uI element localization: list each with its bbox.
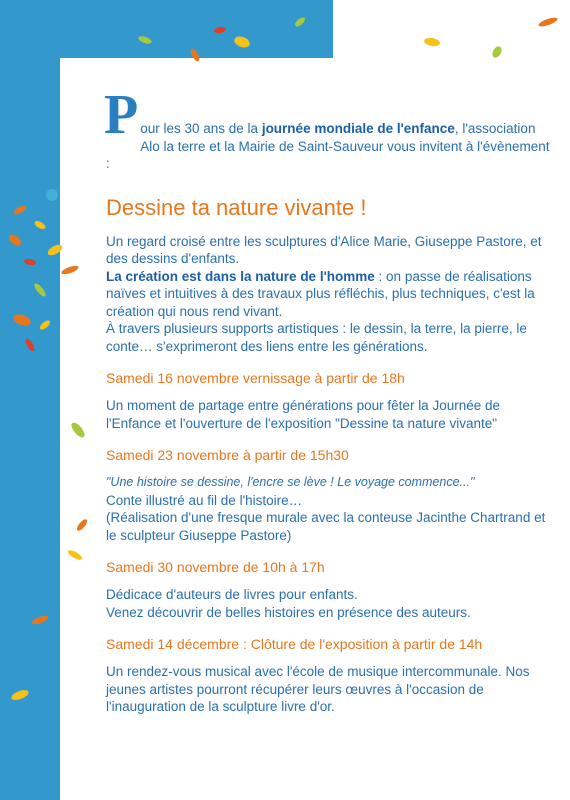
description: Un regard croisé entre les sculptures d'Alice Marie, Giuseppe Pastore, et des dessins d'enfants. La création est dans la nature de l'homme : on passe de réalisations naïves et intuitives à des travaux plus réfléchis, plus techniques, c'est la création qui nous rend vivant. À travers plusieurs supports artistiques : le dessin, la terre, la pierre, le conte… s'exprimeront des liens entre les générations.	[106, 233, 542, 354]
leaf-icon	[233, 35, 251, 50]
leaf-icon	[69, 421, 87, 440]
leaf-icon	[61, 264, 80, 276]
leaf-icon	[10, 688, 30, 702]
leaf-icon	[12, 204, 27, 216]
leaf-icon	[491, 45, 504, 59]
event-description: "Une histoire se dessine, l'encre se lève ! Le voyage commence..." Conte illustré au fil de l'histoire… (Réalisation d'une fresque murale avec la conteuse Jacinthe Chartrand et le sculpteur Giuseppe Pastore)	[106, 475, 546, 543]
intro-paragraph: P our les 30 ans de la journée mondiale de l'enfance, l'association Alo la terre et la Mairie de Saint-Sauveur vous invitent à l'évènement :	[104, 84, 550, 171]
invitation-content	[104, 84, 556, 730]
leaf-icon	[33, 282, 48, 298]
leaf-icon	[189, 47, 201, 62]
leaf-icon	[293, 16, 306, 28]
leaf-icon	[67, 548, 84, 561]
event-date: Samedi 30 novembre de 10h à 17h	[106, 559, 325, 575]
event-description: Un rendez-vous musical avec l'école de musique intercommunale. Nos jeunes artistes pourront récupérer leurs œuvres à l'occasion de l'inauguration de la sculpture livre d'or.	[106, 664, 530, 714]
leaf-icon	[423, 37, 440, 48]
leaf-icon	[31, 614, 50, 626]
leaf-icon	[214, 26, 227, 34]
leaf-icon	[24, 337, 36, 352]
leaf-icon	[75, 518, 89, 533]
leaf-icon	[538, 16, 559, 28]
leaf-icon	[33, 219, 46, 230]
leaf-icon	[137, 35, 152, 45]
event-description: Un moment de partage entre générations pour fêter la Journée de l'Enfance et l'ouverture de l'exposition "Dessine ta nature vivante"	[106, 398, 500, 431]
leaf-icon	[46, 189, 58, 201]
event-description: Dédicace d'auteurs de livres pour enfants. Venez découvrir de belles histoires en présence des auteurs.	[106, 587, 471, 620]
leaf-icon	[38, 319, 51, 331]
leaf-icon	[24, 258, 37, 266]
event-title: Dessine ta nature vivante !	[106, 194, 367, 220]
leaf-icon	[46, 243, 64, 258]
event-date: Samedi 16 novembre vernissage à partir de 18h	[106, 370, 405, 386]
dropcap: P	[104, 84, 139, 146]
leaf-icon	[12, 312, 32, 328]
event-date: Samedi 23 novembre à partir de 15h30	[106, 447, 349, 463]
leaf-icon	[7, 232, 23, 247]
event-date: Samedi 14 décembre : Clôture de l'exposition à partir de 14h	[106, 636, 483, 652]
